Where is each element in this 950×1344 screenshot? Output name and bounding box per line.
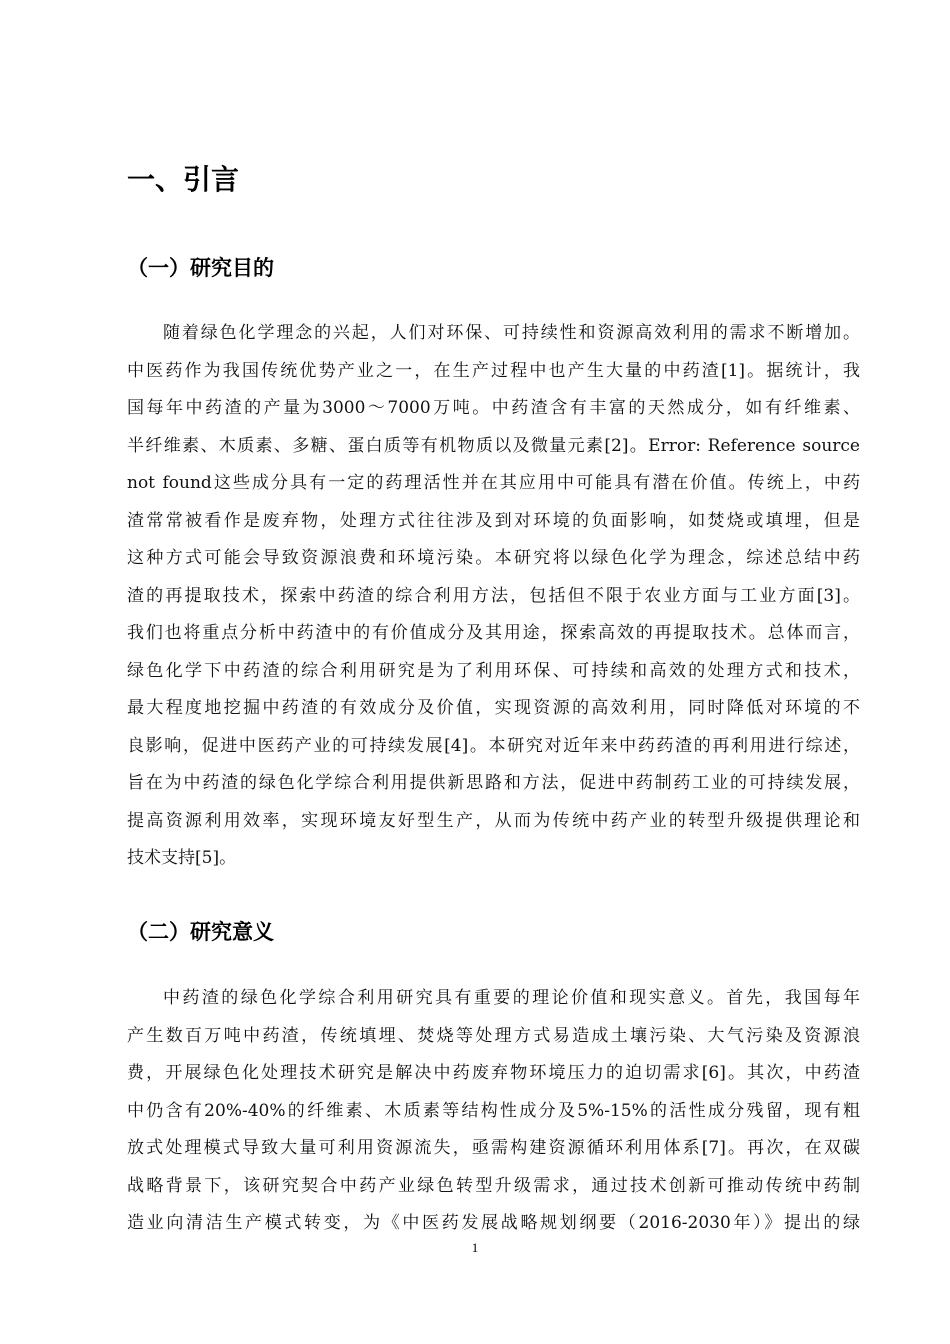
- text-line: 半纤维素、木质素、多糖、蛋白质等有机物质以及微量元素[2]。Error: Reference source: [127, 435, 860, 456]
- section-heading-significance: （二）研究意义: [127, 920, 274, 944]
- text-line: 费，开展绿色化处理技术研究是解决中药废弃物环境压力的迫切需求[6]。其次，中药渣: [127, 1063, 860, 1083]
- text-line: 良影响，促进中医药产业的可持续发展[4]。本研究对近年来中药药渣的再利用进行综述，: [127, 735, 860, 756]
- text-line: 随着绿色化学理念的兴起，人们对环保、可持续性和资源高效利用的需求不断增加。: [163, 323, 860, 343]
- section-heading-purpose: （一）研究目的: [127, 256, 274, 280]
- text-line: 我们也将重点分析中药渣中的有价值成分及其用途，探索高效的再提取技术。总体而言，: [127, 623, 860, 643]
- text-line: 渣的再提取技术，探索中药渣的综合利用方法，包括但不限于农业方面与工业方面[3]。: [127, 585, 860, 606]
- chapter-heading: 一、引言: [127, 163, 240, 196]
- text-line: 旨在为中药渣的绿色化学综合利用提供新思路和方法，促进中药制药工业的可持续发展，: [127, 773, 860, 793]
- paragraph-significance: [127, 980, 860, 1243]
- text-line: not found这些成分具有一定的药理活性并在其应用中可能具有潜在价值。传统上，中药: [127, 473, 860, 493]
- text-line: 绿色化学下中药渣的综合利用研究是为了利用环保、可持续和高效的处理方式和技术，: [127, 660, 860, 681]
- text-line: 技术支持[5]。: [127, 848, 237, 868]
- text-line: 中药渣的绿色化学综合利用研究具有重要的理论价值和现实意义。首先，我国每年: [163, 988, 860, 1008]
- page-number: 1: [471, 1240, 479, 1255]
- text-line: 这种方式可能会导致资源浪费和环境污染。本研究将以绿色化学为理念，综述总结中药: [127, 548, 860, 568]
- text-line: 产生数百万吨中药渣，传统填埋、焚烧等处理方式易造成土壤污染、大气污染及资源浪: [127, 1025, 860, 1046]
- text-line: 最大程度地挖掘中药渣的有效成分及价值，实现资源的高效利用，同时降低对环境的不: [127, 698, 860, 718]
- text-line: 提高资源利用效率，实现环境友好型生产，从而为传统中药产业的转型升级提供理论和: [127, 810, 860, 831]
- text-line: 渣常常被看作是废弃物，处理方式往往涉及到对环境的负面影响，如焚烧或填埋，但是: [127, 510, 860, 531]
- text-line: 造业向清洁生产模式转变，为《中医药发展战略规划纲要（2016-2030年）》提出的绿: [127, 1213, 860, 1233]
- text-line: 中医药作为我国传统优势产业之一，在生产过程中也产生大量的中药渣[1]。据统计，我: [127, 360, 860, 381]
- text-line: 国每年中药渣的产量为3000～7000万吨。中药渣含有丰富的天然成分，如有纤维素、: [127, 398, 860, 418]
- text-line: 放式处理模式导致大量可利用资源流失，亟需构建资源循环利用体系[7]。再次，在双碳: [127, 1138, 860, 1158]
- text-line: 战略背景下，该研究契合中药产业绿色转型升级需求，通过技术创新可推动传统中药制: [127, 1175, 860, 1196]
- text-line: 中仍含有20%-40%的纤维素、木质素等结构性成分及5%-15%的活性成分残留，现有粗: [127, 1100, 860, 1121]
- paragraph-purpose: [127, 315, 860, 878]
